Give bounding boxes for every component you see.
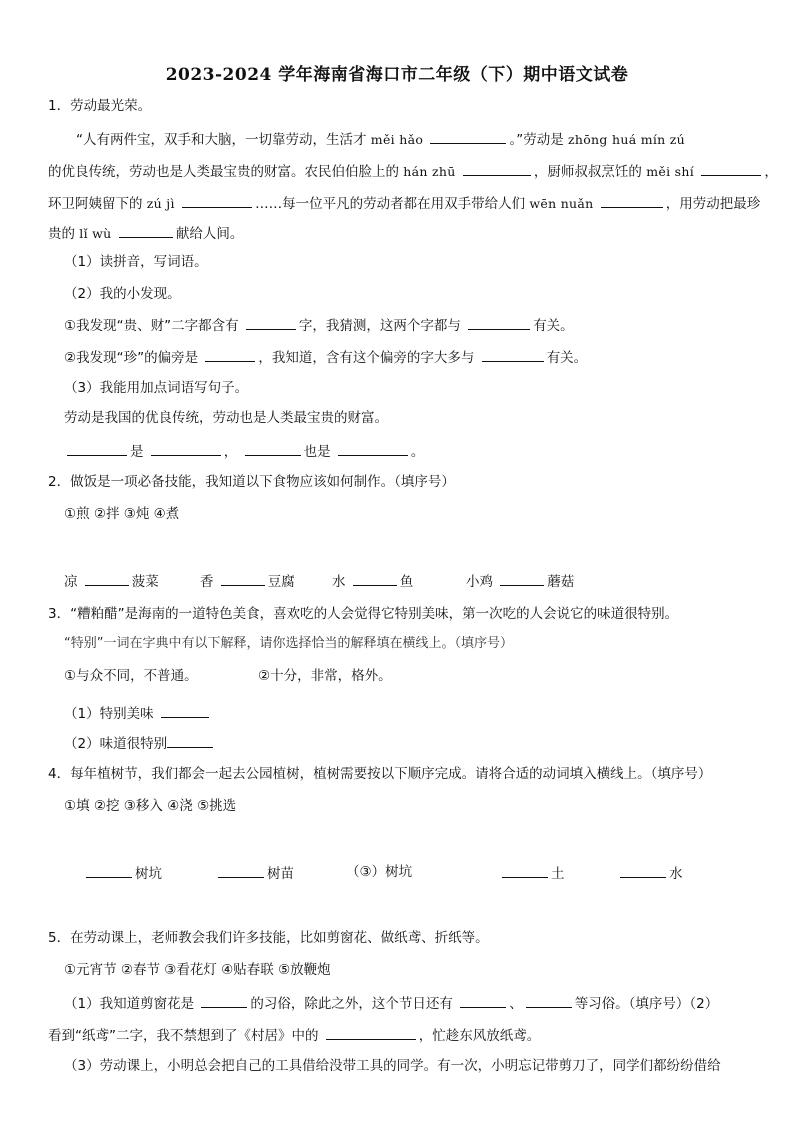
- q4-item-e: [620, 862, 683, 884]
- blank-q5-poem[interactable]: [326, 1024, 416, 1040]
- q3-option-2: ②十分，非常，格外。: [258, 668, 392, 684]
- q1-text: 环卫阿姨留下的: [48, 196, 143, 212]
- q3-heading: 3．“糟粕醋”是海南的一道特色美食，喜欢吃的人会觉得它特别美味，第一次吃的人会说它的味道很特别。: [48, 606, 679, 622]
- q1-sentence-template: [64, 440, 424, 462]
- q1-passage-line-3: [48, 192, 760, 214]
- q1-passage-line-1: [76, 128, 685, 150]
- blank-q3-1[interactable]: [161, 702, 209, 718]
- q5-text: 的习俗，除此之外，这个节日还有: [250, 996, 453, 1012]
- q2-heading: 2．做饭是一项必备技能，我知道以下食物应该如何制作。（填序号）: [48, 474, 455, 490]
- blank-q5-1[interactable]: [201, 992, 247, 1008]
- q1-text: “人有两件宝，双手和大脑，一切靠劳动，生活才: [76, 132, 367, 148]
- q4-item-c: （③）树坑: [346, 864, 413, 880]
- q1-sub-1: （1）读拼音，写词语。: [64, 254, 208, 270]
- q4-text: 树坑: [135, 866, 162, 882]
- blank-q2-3[interactable]: [353, 570, 397, 586]
- q2-item-4: [466, 570, 574, 592]
- blank-q4-b[interactable]: [218, 862, 264, 878]
- q1-text: ，: [223, 444, 238, 460]
- blank-meishi[interactable]: [701, 160, 761, 176]
- q1-sub-2a: [64, 314, 574, 336]
- blank-liwu[interactable]: [119, 222, 173, 238]
- q5-sub-3: （3）劳动课上，小明总会把自己的工具借给没带工具的同学。有一次，小明忘记带剪刀了，同学们都纷纷借给: [64, 1058, 721, 1074]
- q2-item-2: [200, 570, 295, 592]
- q5-text: 、: [509, 996, 523, 1012]
- q1-sub-2: （2）我的小发现。: [64, 286, 181, 302]
- q3-sub-2: [64, 732, 216, 754]
- q4-item-a: [86, 862, 162, 884]
- q4-text: 水: [669, 866, 683, 882]
- pinyin-zhonghua: zhōng huá mín zú: [568, 132, 686, 147]
- q3-sub-1: [64, 702, 212, 724]
- q5-sub-1: [64, 992, 718, 1014]
- q1-sub-2b: [64, 346, 587, 368]
- blank-sent-4[interactable]: [338, 440, 408, 456]
- q2-item-1: [64, 570, 159, 592]
- q1-passage-line-4: [48, 222, 243, 244]
- blank-related-gui[interactable]: [468, 314, 530, 330]
- q1-sentence: 劳动是我国的优良传统，劳动也是人类最宝贵的财富。: [64, 410, 388, 426]
- q2-text: 凉: [64, 574, 78, 590]
- pinyin-zuji: zú jì: [146, 196, 175, 211]
- q1-text: 有关。: [533, 318, 574, 334]
- pinyin-meishi: měi shí: [646, 164, 695, 179]
- blank-q2-4[interactable]: [500, 570, 544, 586]
- blank-q5-2[interactable]: [460, 992, 506, 1008]
- q1-text: ，我知道，含有这个偏旁的字大多与: [258, 350, 475, 366]
- q5-sub-2: [48, 1024, 540, 1046]
- q5-heading: 5．在劳动课上，老师教会我们许多技能，比如剪窗花、做纸鸢、折纸等。: [48, 930, 489, 946]
- q1-text: ，: [764, 164, 778, 180]
- blank-q3-2[interactable]: [167, 732, 213, 748]
- q3-option-1: ①与众不同，不普通。: [64, 668, 198, 684]
- q2-options: ①煎 ②拌 ③炖 ④煮: [64, 506, 180, 522]
- blank-q2-2[interactable]: [221, 570, 265, 586]
- blank-sent-2[interactable]: [151, 440, 221, 456]
- q1-text: 也是: [303, 444, 331, 460]
- pinyin-hanzhu: hán zhū: [403, 164, 456, 179]
- page-title: 2023-2024 学年海南省海口市二年级（下）期中语文试卷: [165, 65, 629, 85]
- q1-text: 的优良传统，劳动也是人类最宝贵的财富。农民伯伯脸上的: [48, 164, 399, 180]
- q2-text: 菠菜: [131, 574, 159, 590]
- blank-sent-3[interactable]: [245, 440, 301, 456]
- q5-text: 看到“纸鸢”二字，我不禁想到了《村居》中的: [48, 1028, 319, 1044]
- q1-text: ②我发现“珍”的偏旁是: [64, 350, 199, 366]
- blank-q4-e[interactable]: [620, 862, 666, 878]
- blank-wennuan[interactable]: [601, 192, 663, 208]
- blank-hanzhu[interactable]: [463, 160, 531, 176]
- q1-text: ，厨师叔叔烹饪的: [533, 164, 642, 180]
- blank-radical-gui[interactable]: [246, 314, 296, 330]
- q1-text: ①我发现“贵、财”二字都含有: [64, 318, 239, 334]
- q3-intro: “特别”一词在字典中有以下解释，请你选择恰当的解释填在横线上。（填序号）: [64, 636, 513, 651]
- q2-text: 鱼: [399, 574, 414, 590]
- q1-text: 。”劳动是: [509, 132, 564, 148]
- blank-meihao[interactable]: [430, 128, 506, 144]
- q2-text: 水: [332, 574, 346, 590]
- pinyin-meihao: měi hǎo: [370, 132, 424, 147]
- q2-text: 小鸡: [466, 574, 493, 590]
- q1-text: ……每一位平凡的劳动者都在用双手带给人们: [255, 196, 526, 212]
- q1-text: 献给人间。: [175, 226, 244, 242]
- blank-sent-1[interactable]: [67, 440, 127, 456]
- pinyin-liwu: lǐ wù: [79, 226, 112, 241]
- q4-options: ①填 ②挖 ③移入 ④浇 ⑤挑选: [64, 798, 237, 814]
- q4-item-b: [218, 862, 294, 884]
- blank-q4-d[interactable]: [502, 862, 548, 878]
- q2-text: 香: [200, 574, 214, 590]
- q1-text: 是: [130, 444, 144, 460]
- q2-text: 豆腐: [267, 574, 295, 590]
- q1-sub-3: （3）我能用加点词语写句子。: [64, 380, 249, 396]
- q5-text: （1）我知道剪窗花是: [64, 996, 195, 1012]
- q1-heading: 1．劳动最光荣。: [48, 98, 152, 114]
- q1-passage-line-2: [48, 160, 778, 182]
- q3-text: （2）味道很特别: [64, 736, 168, 752]
- q4-text: 土: [551, 866, 565, 882]
- q1-text: ，用劳动把最珍: [665, 196, 761, 212]
- q2-text: 蘑菇: [547, 574, 575, 590]
- q5-options: ①元宵节 ②春节 ③看花灯 ④贴春联 ⑤放鞭炮: [64, 962, 331, 978]
- q3-text: （1）特别美味: [64, 706, 154, 722]
- q1-text: 字，我猜测，这两个字都与: [298, 318, 461, 334]
- q1-text: 有关。: [546, 350, 588, 366]
- pinyin-wennuan: wēn nuǎn: [529, 196, 594, 211]
- q5-text: 等习俗。（填序号）（2）: [574, 996, 719, 1012]
- blank-q5-3[interactable]: [526, 992, 572, 1008]
- q1-text: 。: [410, 444, 425, 460]
- q4-heading: 4．每年植树节，我们都会一起去公园植树，植树需要按以下顺序完成。请将合适的动词填入横线上。（填序号）: [48, 766, 712, 782]
- blank-related-zhen[interactable]: [482, 346, 544, 362]
- q5-text: ，忙趁东风放纸鸢。: [418, 1028, 541, 1044]
- q4-text: 树苗: [267, 866, 294, 882]
- blank-radical-zhen[interactable]: [205, 346, 255, 362]
- blank-q2-1[interactable]: [85, 570, 129, 586]
- q1-text: 贵的: [48, 226, 75, 242]
- q2-item-3: [332, 570, 413, 592]
- blank-q4-a[interactable]: [86, 862, 132, 878]
- q4-item-d: [502, 862, 565, 884]
- blank-zuji[interactable]: [182, 192, 252, 208]
